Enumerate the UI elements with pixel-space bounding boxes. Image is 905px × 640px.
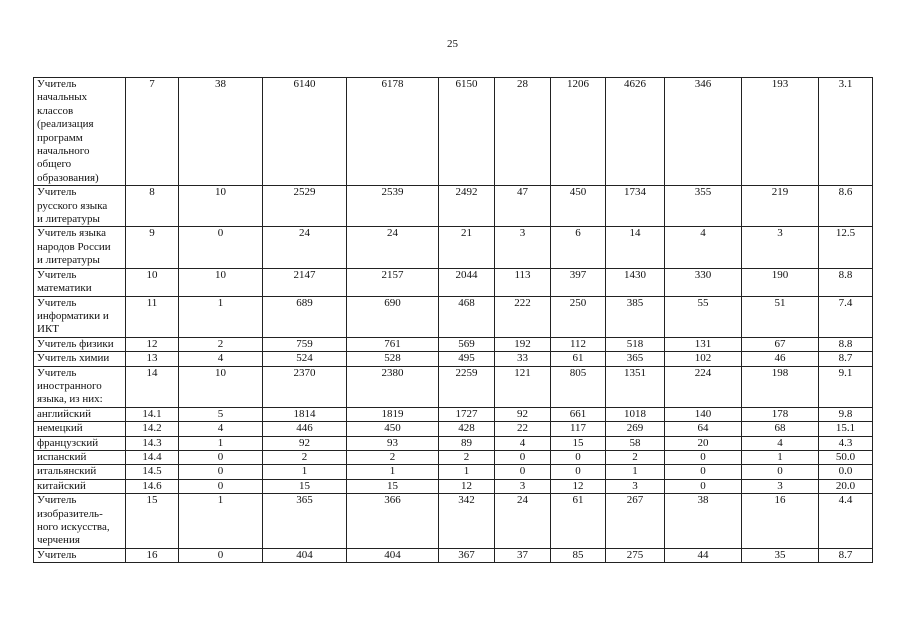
value-cell: 1814 bbox=[263, 407, 347, 421]
value-cell: 404 bbox=[347, 548, 439, 562]
value-cell: 15 bbox=[263, 479, 347, 493]
position-name-line: общего bbox=[37, 158, 72, 171]
value-cell: 14 bbox=[606, 227, 665, 268]
position-name-line: Учитель химии bbox=[37, 352, 110, 365]
value-cell: 20.0 bbox=[819, 479, 873, 493]
value-cell: 219 bbox=[742, 186, 819, 227]
value-cell: 28 bbox=[495, 78, 551, 186]
position-name-line: иностранного bbox=[37, 379, 102, 392]
value-cell: 1018 bbox=[606, 407, 665, 421]
value-cell: 15 bbox=[551, 436, 606, 450]
position-name-line: русского языка bbox=[37, 199, 108, 212]
value-cell: 518 bbox=[606, 337, 665, 351]
table-row bbox=[34, 227, 873, 268]
table-row bbox=[34, 337, 873, 351]
value-cell: 367 bbox=[439, 548, 495, 562]
value-cell: 1351 bbox=[606, 366, 665, 407]
value-cell: 4 bbox=[495, 436, 551, 450]
value-cell: 1 bbox=[606, 465, 665, 479]
position-name-cell bbox=[34, 407, 126, 421]
position-name-line: Учитель bbox=[37, 548, 77, 561]
value-cell: 365 bbox=[606, 352, 665, 366]
position-name-line: китайский bbox=[37, 479, 86, 492]
value-cell: 0 bbox=[179, 450, 263, 464]
value-cell: 9.8 bbox=[819, 407, 873, 421]
value-cell: 68 bbox=[742, 422, 819, 436]
value-cell: 8.8 bbox=[819, 337, 873, 351]
row-code-cell: 14.2 bbox=[126, 422, 179, 436]
value-cell: 1 bbox=[439, 465, 495, 479]
position-name-cell bbox=[34, 422, 126, 436]
value-cell: 10 bbox=[179, 186, 263, 227]
position-name-line: Учитель bbox=[37, 268, 77, 281]
value-cell: 1 bbox=[347, 465, 439, 479]
value-cell: 689 bbox=[263, 296, 347, 337]
value-cell: 2 bbox=[179, 337, 263, 351]
table-row bbox=[34, 422, 873, 436]
table-row bbox=[34, 548, 873, 562]
position-name-line: Учитель bbox=[37, 78, 77, 90]
value-cell: 2 bbox=[263, 450, 347, 464]
position-name-line: Учитель языка bbox=[37, 227, 107, 240]
value-cell: 1 bbox=[179, 436, 263, 450]
value-cell: 0 bbox=[179, 548, 263, 562]
position-name-line: народов России bbox=[37, 240, 111, 253]
value-cell: 2370 bbox=[263, 366, 347, 407]
value-cell: 64 bbox=[665, 422, 742, 436]
position-name-line: и литературы bbox=[37, 213, 100, 226]
value-cell: 0 bbox=[179, 227, 263, 268]
value-cell: 3 bbox=[606, 479, 665, 493]
value-cell: 1 bbox=[179, 494, 263, 549]
value-cell: 275 bbox=[606, 548, 665, 562]
value-cell: 690 bbox=[347, 296, 439, 337]
value-cell: 2157 bbox=[347, 268, 439, 296]
row-code-cell: 14.5 bbox=[126, 465, 179, 479]
value-cell: 1819 bbox=[347, 407, 439, 421]
value-cell: 198 bbox=[742, 366, 819, 407]
position-name-line: программ bbox=[37, 131, 83, 144]
value-cell: 250 bbox=[551, 296, 606, 337]
value-cell: 33 bbox=[495, 352, 551, 366]
value-cell: 15 bbox=[347, 479, 439, 493]
value-cell: 267 bbox=[606, 494, 665, 549]
value-cell: 1 bbox=[742, 450, 819, 464]
row-code-cell: 10 bbox=[126, 268, 179, 296]
value-cell: 0 bbox=[495, 450, 551, 464]
position-name-line: Учитель физики bbox=[37, 337, 114, 350]
position-name-cell bbox=[34, 268, 126, 296]
row-code-cell: 13 bbox=[126, 352, 179, 366]
row-code-cell: 14.3 bbox=[126, 436, 179, 450]
value-cell: 365 bbox=[263, 494, 347, 549]
value-cell: 4 bbox=[665, 227, 742, 268]
value-cell: 15.1 bbox=[819, 422, 873, 436]
table-row bbox=[34, 352, 873, 366]
value-cell: 51 bbox=[742, 296, 819, 337]
value-cell: 7.4 bbox=[819, 296, 873, 337]
table-row bbox=[34, 366, 873, 407]
table-row bbox=[34, 436, 873, 450]
value-cell: 0 bbox=[179, 465, 263, 479]
position-name-line: языка, из них: bbox=[37, 393, 103, 406]
row-code-cell: 11 bbox=[126, 296, 179, 337]
value-cell: 24 bbox=[263, 227, 347, 268]
table-row bbox=[34, 407, 873, 421]
value-cell: 0 bbox=[179, 479, 263, 493]
value-cell: 3 bbox=[742, 227, 819, 268]
position-name-line: Учитель bbox=[37, 494, 77, 507]
value-cell: 121 bbox=[495, 366, 551, 407]
table-row bbox=[34, 186, 873, 227]
position-name-cell bbox=[34, 366, 126, 407]
position-name-cell bbox=[34, 352, 126, 366]
value-cell: 397 bbox=[551, 268, 606, 296]
value-cell: 67 bbox=[742, 337, 819, 351]
table-row bbox=[34, 494, 873, 549]
value-cell: 2529 bbox=[263, 186, 347, 227]
value-cell: 2380 bbox=[347, 366, 439, 407]
value-cell: 346 bbox=[665, 78, 742, 186]
value-cell: 22 bbox=[495, 422, 551, 436]
row-code-cell: 14.1 bbox=[126, 407, 179, 421]
value-cell: 24 bbox=[495, 494, 551, 549]
value-cell: 761 bbox=[347, 337, 439, 351]
value-cell: 8.7 bbox=[819, 548, 873, 562]
value-cell: 0 bbox=[495, 465, 551, 479]
value-cell: 190 bbox=[742, 268, 819, 296]
table-row bbox=[34, 479, 873, 493]
position-name-cell bbox=[34, 450, 126, 464]
row-code-cell: 12 bbox=[126, 337, 179, 351]
value-cell: 385 bbox=[606, 296, 665, 337]
position-name-cell bbox=[34, 296, 126, 337]
value-cell: 0 bbox=[551, 465, 606, 479]
value-cell: 192 bbox=[495, 337, 551, 351]
value-cell: 524 bbox=[263, 352, 347, 366]
value-cell: 113 bbox=[495, 268, 551, 296]
value-cell: 10 bbox=[179, 268, 263, 296]
value-cell: 16 bbox=[742, 494, 819, 549]
value-cell: 1 bbox=[263, 465, 347, 479]
value-cell: 85 bbox=[551, 548, 606, 562]
table-row bbox=[34, 78, 873, 186]
value-cell: 495 bbox=[439, 352, 495, 366]
value-cell: 117 bbox=[551, 422, 606, 436]
value-cell: 1430 bbox=[606, 268, 665, 296]
value-cell: 47 bbox=[495, 186, 551, 227]
position-name-line: ИКТ bbox=[37, 323, 59, 336]
position-name-line: информатики и bbox=[37, 309, 109, 322]
position-name-line: (реализация bbox=[37, 118, 94, 131]
position-name-line: немецкий bbox=[37, 422, 83, 435]
value-cell: 92 bbox=[495, 407, 551, 421]
row-code-cell: 8 bbox=[126, 186, 179, 227]
value-cell: 6178 bbox=[347, 78, 439, 186]
value-cell: 404 bbox=[263, 548, 347, 562]
value-cell: 1 bbox=[179, 296, 263, 337]
value-cell: 2044 bbox=[439, 268, 495, 296]
position-name-line: и литературы bbox=[37, 254, 100, 267]
position-name-line: образования) bbox=[37, 171, 99, 184]
value-cell: 0.0 bbox=[819, 465, 873, 479]
value-cell: 37 bbox=[495, 548, 551, 562]
position-name-cell bbox=[34, 186, 126, 227]
value-cell: 450 bbox=[551, 186, 606, 227]
value-cell: 528 bbox=[347, 352, 439, 366]
value-cell: 428 bbox=[439, 422, 495, 436]
value-cell: 342 bbox=[439, 494, 495, 549]
value-cell: 2147 bbox=[263, 268, 347, 296]
position-name-cell bbox=[34, 337, 126, 351]
value-cell: 35 bbox=[742, 548, 819, 562]
value-cell: 446 bbox=[263, 422, 347, 436]
value-cell: 5 bbox=[179, 407, 263, 421]
row-code-cell: 14.6 bbox=[126, 479, 179, 493]
table-row bbox=[34, 465, 873, 479]
value-cell: 38 bbox=[179, 78, 263, 186]
value-cell: 9.1 bbox=[819, 366, 873, 407]
value-cell: 3 bbox=[495, 479, 551, 493]
row-code-cell: 14.4 bbox=[126, 450, 179, 464]
value-cell: 468 bbox=[439, 296, 495, 337]
value-cell: 55 bbox=[665, 296, 742, 337]
position-name-line: изобразитель- bbox=[37, 507, 103, 520]
value-cell: 10 bbox=[179, 366, 263, 407]
value-cell: 222 bbox=[495, 296, 551, 337]
value-cell: 4 bbox=[179, 352, 263, 366]
value-cell: 58 bbox=[606, 436, 665, 450]
position-name-cell bbox=[34, 494, 126, 549]
position-name-line: итальянский bbox=[37, 465, 97, 478]
row-code-cell: 14 bbox=[126, 366, 179, 407]
value-cell: 20 bbox=[665, 436, 742, 450]
value-cell: 89 bbox=[439, 436, 495, 450]
value-cell: 450 bbox=[347, 422, 439, 436]
value-cell: 0 bbox=[742, 465, 819, 479]
value-cell: 3.1 bbox=[819, 78, 873, 186]
table-row bbox=[34, 450, 873, 464]
value-cell: 2 bbox=[439, 450, 495, 464]
value-cell: 46 bbox=[742, 352, 819, 366]
value-cell: 44 bbox=[665, 548, 742, 562]
value-cell: 131 bbox=[665, 337, 742, 351]
staff-statistics-table bbox=[33, 77, 873, 563]
value-cell: 224 bbox=[665, 366, 742, 407]
value-cell: 1734 bbox=[606, 186, 665, 227]
page-number: 25 bbox=[447, 38, 458, 50]
value-cell: 2539 bbox=[347, 186, 439, 227]
value-cell: 569 bbox=[439, 337, 495, 351]
value-cell: 0 bbox=[665, 479, 742, 493]
value-cell: 355 bbox=[665, 186, 742, 227]
position-name-line: Учитель bbox=[37, 366, 77, 379]
value-cell: 92 bbox=[263, 436, 347, 450]
value-cell: 269 bbox=[606, 422, 665, 436]
row-code-cell: 16 bbox=[126, 548, 179, 562]
value-cell: 661 bbox=[551, 407, 606, 421]
value-cell: 805 bbox=[551, 366, 606, 407]
row-code-cell: 15 bbox=[126, 494, 179, 549]
position-name-cell bbox=[34, 479, 126, 493]
value-cell: 38 bbox=[665, 494, 742, 549]
position-name-cell bbox=[34, 78, 126, 186]
position-name-line: ного искусства, bbox=[37, 521, 110, 533]
position-name-line: Учитель bbox=[37, 186, 77, 199]
value-cell: 61 bbox=[551, 352, 606, 366]
value-cell: 112 bbox=[551, 337, 606, 351]
value-cell: 2 bbox=[606, 450, 665, 464]
value-cell: 61 bbox=[551, 494, 606, 549]
value-cell: 4 bbox=[179, 422, 263, 436]
value-cell: 8.8 bbox=[819, 268, 873, 296]
value-cell: 366 bbox=[347, 494, 439, 549]
value-cell: 6150 bbox=[439, 78, 495, 186]
value-cell: 178 bbox=[742, 407, 819, 421]
position-name-cell bbox=[34, 227, 126, 268]
table-row bbox=[34, 268, 873, 296]
position-name-line: французский bbox=[37, 436, 99, 449]
row-code-cell: 9 bbox=[126, 227, 179, 268]
value-cell: 0 bbox=[665, 465, 742, 479]
position-name-line: классов bbox=[37, 104, 74, 117]
table-row bbox=[34, 296, 873, 337]
position-name-cell bbox=[34, 465, 126, 479]
value-cell: 12 bbox=[439, 479, 495, 493]
position-name-line: Учитель bbox=[37, 296, 77, 309]
value-cell: 6140 bbox=[263, 78, 347, 186]
value-cell: 12.5 bbox=[819, 227, 873, 268]
value-cell: 330 bbox=[665, 268, 742, 296]
value-cell: 0 bbox=[551, 450, 606, 464]
value-cell: 8.6 bbox=[819, 186, 873, 227]
position-name-line: испанский bbox=[37, 450, 87, 463]
value-cell: 2259 bbox=[439, 366, 495, 407]
value-cell: 1727 bbox=[439, 407, 495, 421]
position-name-line: математики bbox=[37, 282, 92, 295]
position-name-line: английский bbox=[37, 407, 91, 420]
value-cell: 102 bbox=[665, 352, 742, 366]
value-cell: 1206 bbox=[551, 78, 606, 186]
value-cell: 4.3 bbox=[819, 436, 873, 450]
table-body bbox=[34, 78, 873, 563]
position-name-cell bbox=[34, 548, 126, 562]
value-cell: 93 bbox=[347, 436, 439, 450]
value-cell: 0 bbox=[665, 450, 742, 464]
value-cell: 193 bbox=[742, 78, 819, 186]
value-cell: 4 bbox=[742, 436, 819, 450]
position-name-line: начальных bbox=[37, 91, 88, 104]
value-cell: 2 bbox=[347, 450, 439, 464]
position-name-cell bbox=[34, 436, 126, 450]
value-cell: 12 bbox=[551, 479, 606, 493]
value-cell: 759 bbox=[263, 337, 347, 351]
position-name-line: начального bbox=[37, 145, 90, 158]
value-cell: 4.4 bbox=[819, 494, 873, 549]
value-cell: 50.0 bbox=[819, 450, 873, 464]
value-cell: 140 bbox=[665, 407, 742, 421]
value-cell: 3 bbox=[495, 227, 551, 268]
value-cell: 2492 bbox=[439, 186, 495, 227]
position-name-line: черчения bbox=[37, 534, 80, 547]
value-cell: 8.7 bbox=[819, 352, 873, 366]
value-cell: 24 bbox=[347, 227, 439, 268]
value-cell: 4626 bbox=[606, 78, 665, 186]
value-cell: 6 bbox=[551, 227, 606, 268]
value-cell: 21 bbox=[439, 227, 495, 268]
row-code-cell: 7 bbox=[126, 78, 179, 186]
value-cell: 3 bbox=[742, 479, 819, 493]
